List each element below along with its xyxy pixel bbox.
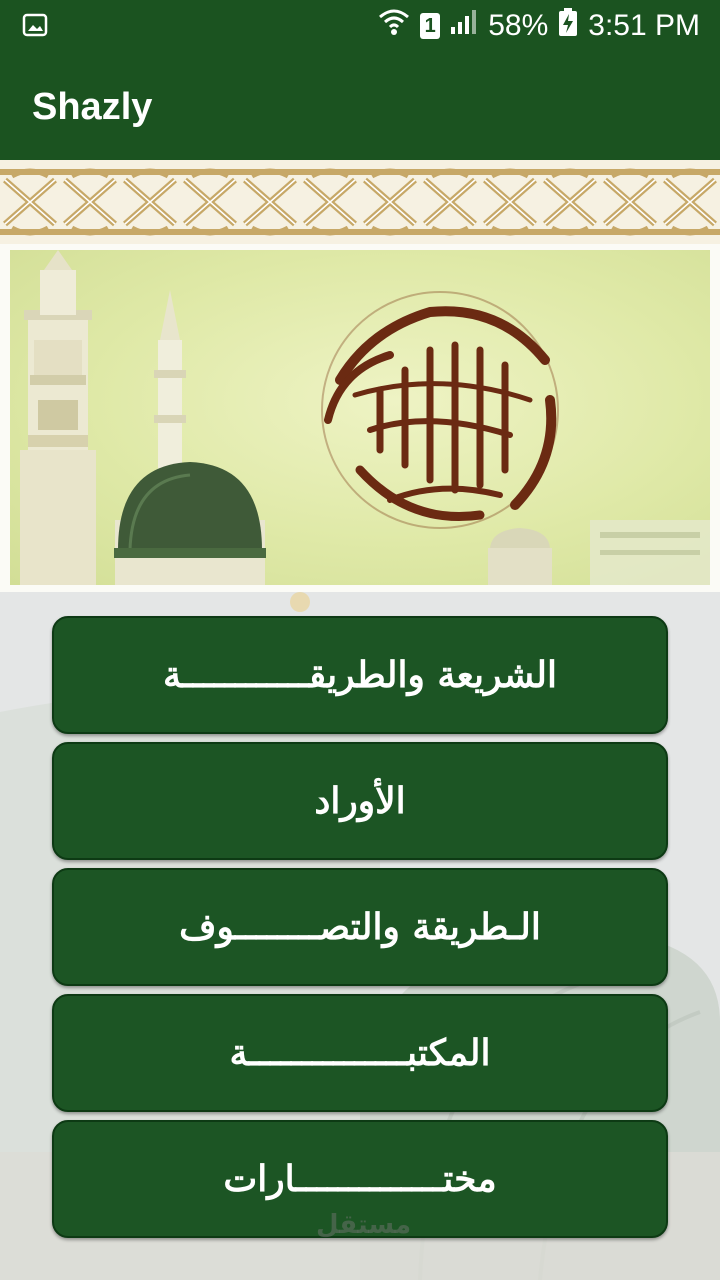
image-icon <box>22 12 48 42</box>
menu-button-sharia-tariqa[interactable]: الشريعة والطريقــــــــــــة <box>52 616 668 734</box>
battery-charging-icon <box>558 7 578 45</box>
app-bar <box>0 50 720 160</box>
sim-slot-indicator: 1 <box>420 13 440 39</box>
menu-button-library[interactable]: المكتبـــــــــــــــة <box>52 994 668 1112</box>
menu-button-awrad[interactable]: الأوراد <box>52 742 668 860</box>
menu-button-tariqa-tasawwuf[interactable]: الـطريقة والتصــــــــوف <box>52 868 668 986</box>
main-menu <box>52 616 668 1246</box>
wifi-icon <box>378 8 410 44</box>
menu-button-selections[interactable]: مختــــــــــــــارات <box>52 1120 668 1238</box>
ornament-border <box>0 160 720 244</box>
mosque-illustration <box>10 250 710 585</box>
clock: 3:51 PM <box>588 9 700 42</box>
header-banner <box>10 250 710 585</box>
status-bar <box>0 0 720 50</box>
app-title: Shazly <box>32 86 153 128</box>
calligraphy-emblem <box>322 292 558 528</box>
signal-icon <box>450 9 478 43</box>
battery-percent: 58% <box>488 9 549 42</box>
watermark: مستقل <box>316 1210 412 1240</box>
